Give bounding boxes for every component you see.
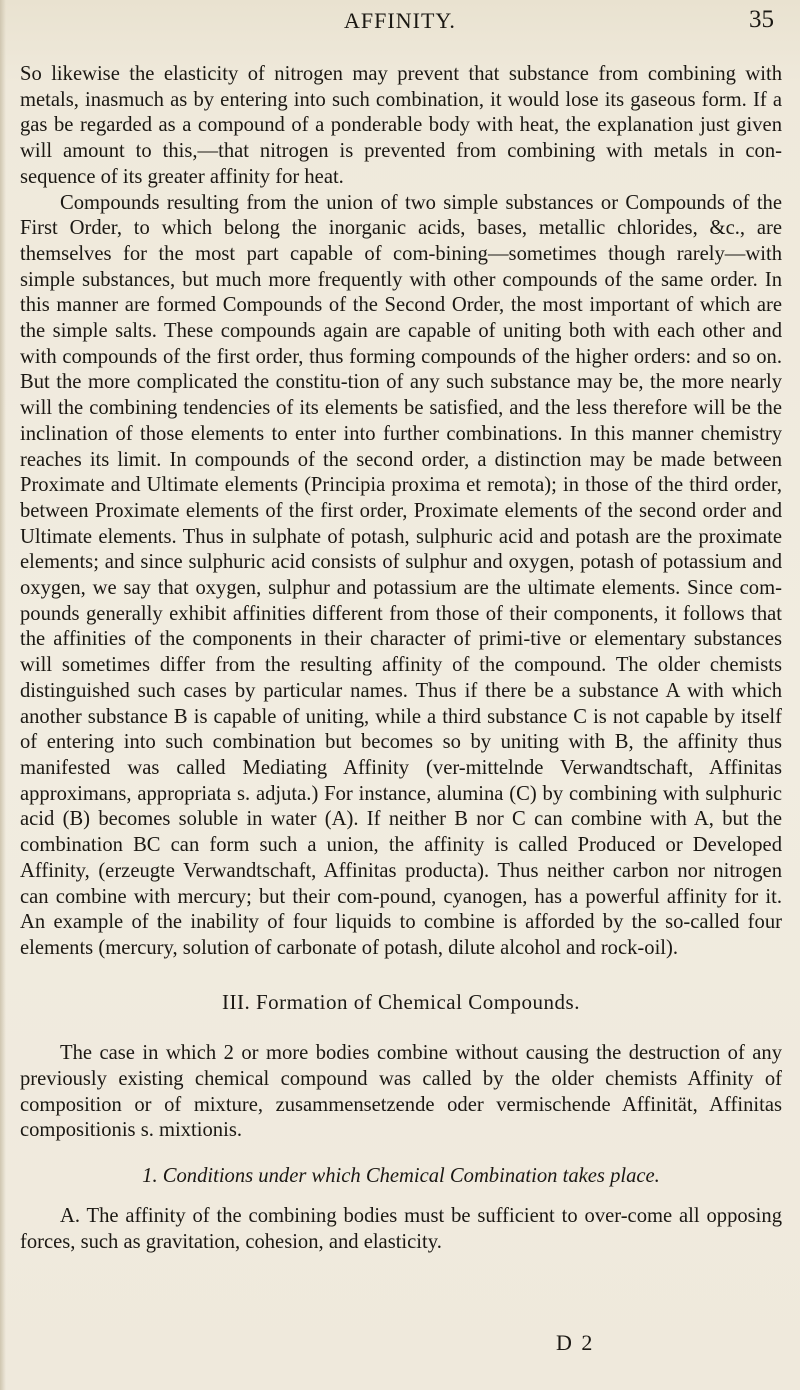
signature-mark: D 2 — [556, 1330, 595, 1355]
page-header — [0, 8, 800, 48]
page-body — [20, 62, 782, 1255]
running-title: AFFINITY. — [344, 8, 456, 33]
sub-heading-conditions: 1. Conditions under which Chemical Combination takes place. — [142, 1165, 660, 1188]
section-heading-formation: III. Formation of Chemical Compounds. — [222, 989, 580, 1014]
page-edge-shadow — [0, 0, 6, 1390]
paragraph-elasticity-nitrogen: So likewise the elasticity of nitrogen may prevent that substance from combining with metals, inasmuch as by entering into such combination, it would lose its gaseous form. If a gas be regarded as a compound of a ponderable body with heat, the explanation just given will amount to this,—that nitrogen is prevented from combining with metals in con-sequence of its greater affinity for heat. — [20, 63, 782, 188]
paragraph-affinity-composition: The case in which 2 or more bodies combine without causing the destruction of any previously existing chemical compound was called by the older chemists Affinity of composition or of mixture, zusammensetzende oder vermischende Affinität, Affinitas compositionis s. mixtionis. — [20, 1042, 782, 1142]
paragraph-compounds-orders: Compounds resulting from the union of two simple substances or Compounds of the First Order, to which belong the inorganic acids, bases, metallic chlorides, &c., are themselves for the most part capable of com-bining—sometimes though rarely—with simple substances, but much more frequently with other compounds of the same order. In this manner are formed Compounds of the Second Order, the most important of which are the simple salts. These compounds again are capable of uniting both with each other and with compounds of the first order, thus forming compounds of the higher orders: and so on. But the more complicated the constitu-tion of any such substance may be, the more nearly will the combining tendencies of its elements be satisfied, and the less therefore will be the inclination of those elements to enter into further combinations. In this manner chemistry reaches its limit. In compounds of the second order, a distinction may be made between Proximate and Ultimate elements (Principia proxima et remota); in those of the third order, between Proximate elements of the first order, Proximate elements of the second order and Ultimate elements. Thus in sulphate of potash, sulphuric acid and potash are the proximate elements; and since sulphuric acid consists of sulphur and oxygen, potash of potassium and oxygen, we say that oxygen, sulphur and potassium are the ultimate elements. Since com-pounds generally exhibit affinities different from those of their components, it follows that the affinities of the components in their character of primi-tive or elementary substances will sometimes differ from the resulting affinity of the compound. The older chemists distinguished such cases by particular names. Thus if there be a substance A with which another substance B is capable of uniting, while a third substance C is not capable by itself of entering into such combination but becomes so by uniting with B, the affinity thus manifested was called Mediating Affinity (ver-mittelnde Verwandtschaft, Affinitas approximans, appropriata s. adjuta.) For instance, alumina (C) by combining with sulphuric acid (B) becomes soluble in water (A). If neither B nor C can combine with A, but the combination BC can form such a union, the affinity is called Produced or Developed Affinity, (erzeugte Verwandtschaft, Affinitas producta). Thus neither carbon nor nitrogen can combine with mercury; but their com-pound, cyanogen, has a powerful affinity for it. An example of the inability of four liquids to combine is afforded by the so-called four elements (mercury, solution of carbonate of potash, dilute alcohol and rock-oil). — [20, 191, 782, 959]
page-number: 35 — [749, 6, 774, 33]
paragraph-condition-a: A. The affinity of the combining bodies must be sufficient to over-come all opposing forces, such as gravitation, cohesion, and elasticity. — [20, 1204, 782, 1253]
